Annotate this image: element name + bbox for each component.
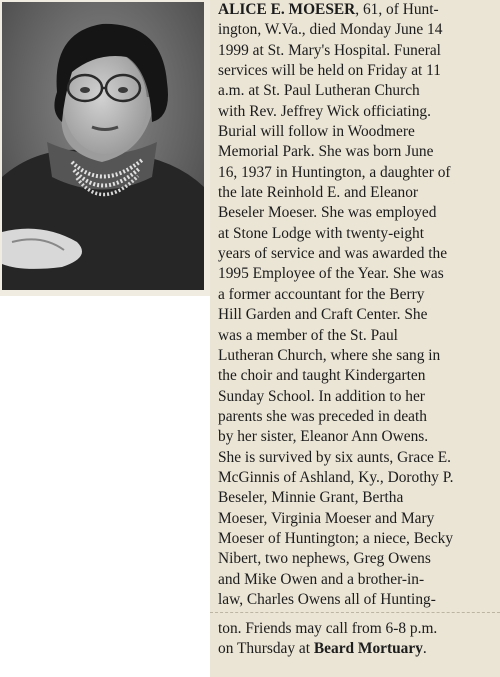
obituary-line: ton. Friends may call from 6-8 p.m. [218,620,438,637]
obituary-clipping-continued [210,612,500,677]
obituary-text-continued [218,619,500,660]
obituary-text [218,0,500,610]
portrait-photo [2,2,204,290]
obituary-line: law, Charles Owens all of Hunting- [218,590,436,608]
obituary-line: ALICE E. MOESER, 61, of Hunt- [218,1,439,18]
obituary-line: ington, W.Va., died Monday June 14 [218,21,443,39]
obituary-line: the late Reinhold E. and Eleanor [218,184,419,202]
obituary-line: parents she was preceded in death [218,407,427,425]
obituary-line: was a member of the St. Paul [218,326,398,344]
obituary-line: 16, 1937 in Huntington, a daughter of [218,163,451,181]
photo-clipping [0,0,210,296]
deceased-name: ALICE E. MOESER [218,1,356,18]
obituary-line: Beseler, Minnie Grant, Bertha [218,489,404,507]
obituary-line: a former accountant for the Berry [218,285,425,303]
mortuary-name: Beard Mortuary [313,640,423,658]
obituary-line: at Stone Lodge with twenty-eight [218,224,425,242]
obituary-line: Moeser of Huntington; a niece, Becky [218,529,454,547]
obituary-line: Lutheran Church, where she sang in [218,346,441,364]
obituary-line: and Mike Owen and a brother-in- [218,570,425,588]
obituary-clipping [210,0,500,612]
obituary-line: Moeser, Virginia Moeser and Mary [218,509,435,527]
portrait-image [2,2,204,290]
obituary-line: Memorial Park. She was born June [218,143,434,161]
obituary-line: Beseler Moeser. She was employed [218,204,437,222]
obituary-line: by her sister, Eleanor Ann Owens. [218,428,429,446]
obituary-line: Burial will follow in Woodmere [218,123,415,141]
obituary-line: Nibert, two nephews, Greg Owens [218,550,431,568]
obituary-line: Hill Garden and Craft Center. She [218,306,428,324]
obituary-line: McGinnis of Ashland, Ky., Dorothy P. [218,468,454,486]
obituary-line: a.m. at St. Paul Lutheran Church [218,82,420,100]
obituary-line: 1999 at St. Mary's Hospital. Funeral [218,41,441,59]
obituary-line: years of service and was awarded the [218,245,448,263]
obituary-line: She is survived by six aunts, Grace E. [218,448,451,466]
obituary-line: services will be held on Friday at 11 [218,62,441,80]
obituary-line: on Thursday at Beard Mortuary. [218,640,427,658]
obituary-line: the choir and taught Kindergarten [218,367,426,385]
obituary-line: Sunday School. In addition to her [218,387,425,405]
obituary-line: with Rev. Jeffrey Wick officiating. [218,102,431,120]
obituary-line: 1995 Employee of the Year. She was [218,265,444,283]
